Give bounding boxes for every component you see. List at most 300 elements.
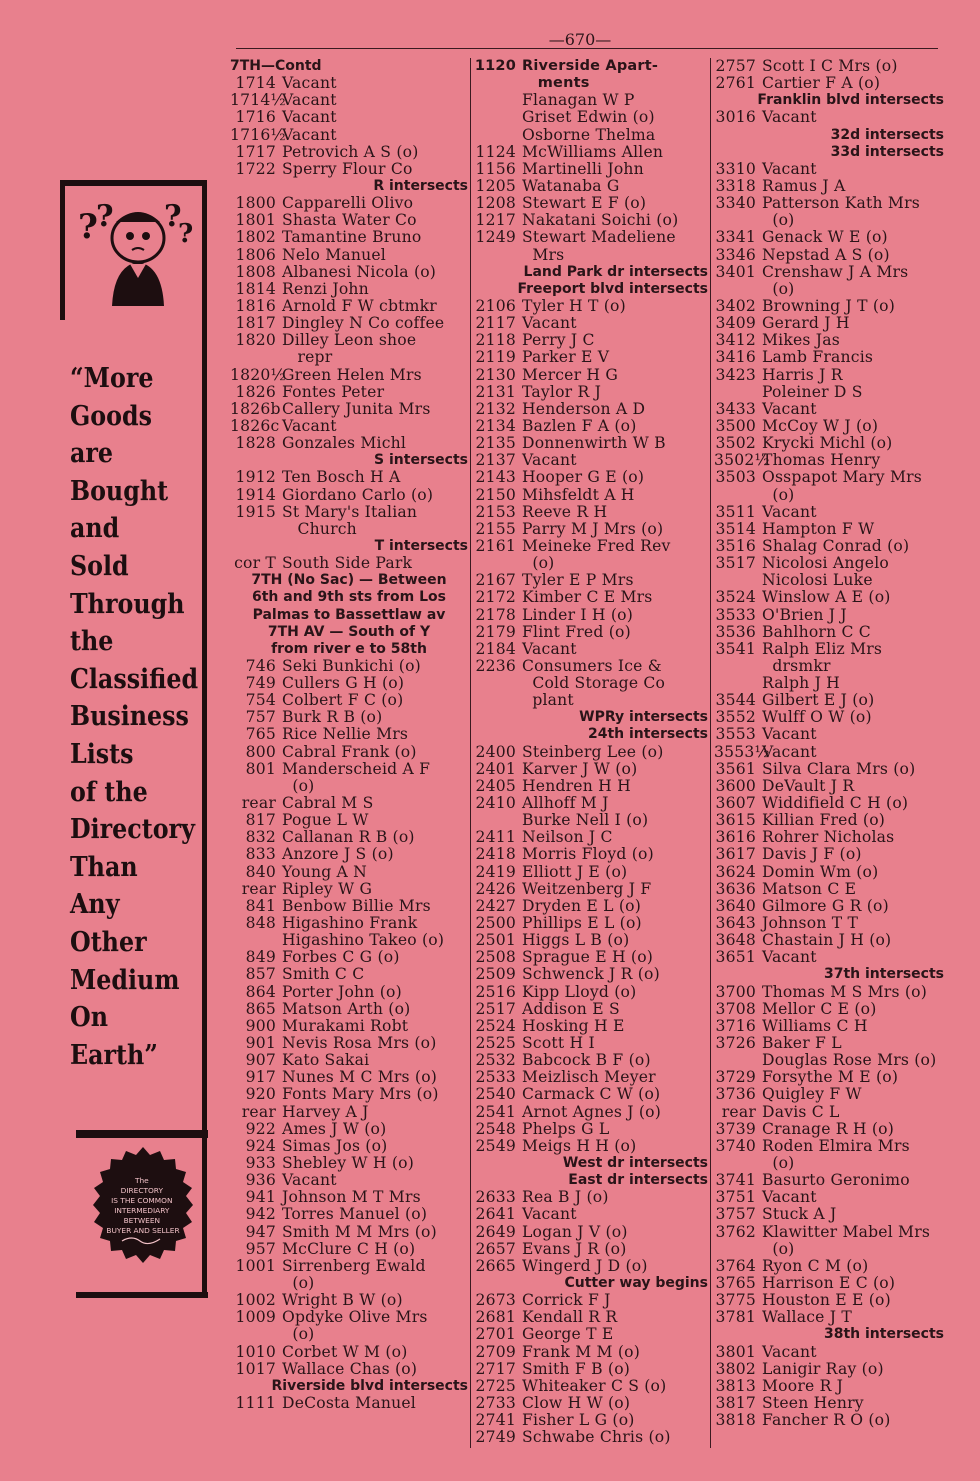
resident-name: Mercer H G: [522, 366, 619, 384]
resident-name: Sirrenberg Ewald: [282, 1257, 426, 1275]
resident-name: Killian Fred (o): [762, 812, 886, 830]
resident-name: Steinberg Lee (o): [522, 743, 664, 761]
resident-name: Lanigir Ray (o): [762, 1360, 884, 1378]
resident-name: Nakatani Soichi (o): [522, 212, 679, 230]
directory-listing-row: [474, 589, 708, 606]
street-number: 833: [245, 845, 276, 864]
resident-name: Flint Fred (o): [522, 623, 631, 641]
directory-listing-row: [714, 692, 944, 709]
street-number: 2155: [475, 519, 516, 538]
directory-listing-row: [230, 521, 468, 538]
directory-listing-row: [474, 521, 708, 538]
directory-listing-row: [474, 161, 708, 178]
svg-text:?: ?: [178, 219, 194, 249]
directory-listing-row: [474, 1104, 708, 1121]
resident-name: Rohrer Nicholas: [762, 829, 895, 847]
resident-name: Hendren H H: [522, 777, 631, 795]
street-number: 3318: [715, 176, 756, 195]
header-rule: [236, 48, 938, 49]
directory-listing-row: [474, 675, 708, 692]
resident-name: Porter John (o): [282, 983, 402, 1001]
directory-listing-row: [714, 1309, 944, 1326]
resident-name: Nelo Manuel: [282, 246, 386, 264]
street-number: 754: [245, 691, 276, 710]
directory-listing-row: [714, 504, 944, 521]
resident-name: Forbes C G (o): [282, 949, 400, 967]
resident-name: Neilson J C: [522, 829, 613, 847]
directory-listing-row: [474, 435, 708, 452]
street-number: 1816: [235, 296, 276, 315]
street-number: 3739: [715, 1119, 756, 1138]
street-number: 3762: [715, 1222, 756, 1241]
resident-name: Scott H I: [522, 1035, 595, 1053]
street-number: [714, 487, 756, 504]
directory-listing-row: [230, 1035, 468, 1052]
street-number: 920: [245, 1085, 276, 1104]
street-number: 1915: [235, 502, 276, 521]
resident-name: Harvey A J: [282, 1103, 369, 1121]
resident-name: Dilley Leon shoe: [282, 332, 417, 350]
street-number: [714, 212, 756, 229]
directory-listing-row: [474, 1344, 708, 1361]
resident-name: Houston E E (o): [762, 1292, 891, 1310]
street-number: 2132: [475, 399, 516, 418]
resident-name: Mikes Jas: [762, 332, 840, 350]
street-number: 3536: [715, 622, 756, 641]
directory-listing-row: [714, 384, 944, 401]
street-number: 3517: [715, 554, 756, 573]
resident-name: Nunes M C Mrs (o): [282, 1069, 438, 1087]
street-number: 1217: [475, 211, 516, 230]
street-intersection-heading: East dr intersects: [568, 1172, 708, 1189]
street-number: 1914: [235, 485, 276, 504]
resident-name: Henderson A D: [522, 400, 646, 418]
resident-name: Thomas Henry: [762, 452, 881, 470]
directory-listing-row: [474, 298, 708, 315]
street-number: 900: [245, 1016, 276, 1035]
street-number: 2540: [475, 1085, 516, 1104]
directory-listing-row: [230, 1155, 468, 1172]
street-number: 2517: [475, 999, 516, 1018]
directory-listing-row: [714, 247, 944, 264]
directory-listing-row: [714, 521, 944, 538]
street-number: 922: [245, 1119, 276, 1138]
resident-name: Smith C C: [282, 966, 365, 984]
directory-listing-row: [714, 932, 944, 949]
directory-listing-row: [714, 846, 944, 863]
directory-listing-row: [230, 726, 468, 743]
directory-listing-row: [714, 1344, 944, 1361]
street-number: 3553: [715, 725, 756, 744]
resident-name: Albanesi Nicola (o): [282, 263, 437, 281]
directory-listing-row: [714, 1224, 944, 1241]
directory-listing-row: [714, 812, 944, 829]
resident-name: Whiteaker C S (o): [522, 1377, 667, 1395]
resident-name: Shasta Water Co: [282, 212, 417, 230]
resident-name: Williams C H: [762, 1017, 868, 1035]
resident-name: Cabral Frank (o): [282, 743, 417, 761]
street-number: 901: [245, 1034, 276, 1053]
resident-name: Nevis Rosa Mrs (o): [282, 1035, 437, 1053]
directory-listing-row: [714, 401, 944, 418]
directory-listing-row: [230, 504, 468, 521]
street-number: 3740: [715, 1136, 756, 1155]
directory-listing-row: [714, 1206, 944, 1223]
resident-name: Lamb Francis: [762, 349, 874, 367]
resident-name: Green Helen Mrs: [282, 366, 422, 384]
resident-name: Mellor C E (o): [762, 1000, 877, 1018]
resident-name: Karver J W (o): [522, 760, 638, 778]
directory-listing-row: [230, 1258, 468, 1275]
directory-listing-row: [230, 761, 468, 778]
directory-listing-row: [474, 1395, 708, 1412]
street-number: 840: [245, 862, 276, 881]
directory-listing-row: [230, 555, 468, 572]
directory-listing-row: [474, 1429, 708, 1446]
street-number: 3516: [715, 536, 756, 555]
street-number: 2709: [475, 1342, 516, 1361]
directory-listing-row: [230, 1344, 468, 1361]
resident-name: Giordano Carlo (o): [282, 486, 434, 504]
street-number: 2184: [475, 639, 516, 658]
street-number: 3544: [715, 691, 756, 710]
directory-listing-row: [474, 349, 708, 366]
directory-listing-row: [714, 1241, 944, 1258]
resident-name: repr: [282, 349, 333, 367]
directory-listing-row: [230, 812, 468, 829]
directory-listing-row: [230, 1275, 468, 1292]
directory-listing-row: [474, 384, 708, 401]
street-intersection-heading: 38th intersects: [823, 1326, 944, 1343]
directory-listing-row: [474, 92, 708, 109]
street-number: 2167: [475, 571, 516, 590]
street-intersection-heading: WPRy intersects: [579, 709, 708, 726]
directory-listing-row: [714, 469, 944, 486]
directory-listing-row: [714, 264, 944, 281]
street-number: 2749: [475, 1428, 516, 1447]
directory-listing-row: [230, 1086, 468, 1103]
street-intersection-heading: S intersects: [374, 452, 468, 469]
street-number: 3541: [715, 639, 756, 658]
directory-listing-row: [474, 332, 708, 349]
directory-listing-row: [230, 144, 468, 161]
directory-listing-row: [230, 1001, 468, 1018]
directory-listing-row: [714, 795, 944, 812]
directory-listing-row: [474, 1292, 708, 1309]
street-number: 2665: [475, 1256, 516, 1275]
directory-listing-row: [230, 1241, 468, 1258]
directory-listing-row: [714, 1292, 944, 1309]
directory-listing-row: [230, 75, 468, 92]
street-number: 1205: [475, 176, 516, 195]
directory-listing-row: [474, 1138, 708, 1155]
street-number: 3781: [715, 1308, 756, 1327]
street-number: 2118: [475, 331, 516, 350]
resident-name: Mihsfeldt A H: [522, 486, 635, 504]
resident-name: Tamantine Bruno: [282, 229, 422, 247]
resident-name: McClure C H (o): [282, 1240, 416, 1258]
street-number: 2649: [475, 1222, 516, 1241]
directory-listing-row: [474, 1309, 708, 1326]
street-number: 1800: [235, 194, 276, 213]
street-number: 2153: [475, 502, 516, 521]
directory-listing-row: [230, 744, 468, 761]
street-number: 1208: [475, 194, 516, 213]
resident-name: Bazlen F A (o): [522, 417, 637, 435]
street-number: 3617: [715, 845, 756, 864]
resident-name: Ralph J H: [762, 675, 840, 693]
resident-name: Silva Clara Mrs (o): [762, 760, 916, 778]
street-number: [474, 555, 516, 572]
street-number: 1802: [235, 228, 276, 247]
resident-name: Rea B J (o): [522, 1189, 609, 1207]
street-number: 2134: [475, 416, 516, 435]
street-number: 3433: [715, 399, 756, 418]
directory-listing-row: [714, 624, 944, 641]
resident-name: Thomas M S Mrs (o): [762, 983, 927, 1001]
directory-listing-row: [474, 658, 708, 675]
street-number: 2236: [475, 656, 516, 675]
resident-name: Torres Manuel (o): [282, 1206, 428, 1224]
directory-listing-row: [714, 1138, 944, 1155]
street-number: 1001: [235, 1256, 276, 1275]
resident-name: Arnot Agnes J (o): [522, 1103, 662, 1121]
directory-listing-row: [474, 1069, 708, 1086]
directory-listing-row: [230, 1121, 468, 1138]
resident-name: Morris Floyd (o): [522, 846, 654, 864]
street-number: [230, 778, 276, 795]
street-number: 1826c: [230, 416, 280, 435]
street-number: 2119: [475, 348, 516, 367]
resident-name: Domin Wm (o): [762, 863, 879, 881]
directory-listing-row: [230, 315, 468, 332]
resident-name: Addison E S: [522, 1000, 620, 1018]
street-number: 3708: [715, 999, 756, 1018]
resident-name: Burk R B (o): [282, 709, 383, 727]
street-number: 942: [245, 1205, 276, 1224]
street-number: 1010: [235, 1342, 276, 1361]
street-number: 3552: [715, 708, 756, 727]
street-intersection-heading: Land Park dr intersects: [523, 263, 708, 280]
street-number: 3503: [715, 468, 756, 487]
street-number: 1912: [235, 468, 276, 487]
directory-listing-row: [230, 709, 468, 726]
street-intersection-heading: 6th and 9th sts from Los: [251, 589, 447, 606]
resident-name: Smith M M Mrs (o): [282, 1223, 437, 1241]
directory-listing-row: [474, 469, 708, 486]
street-number: 848: [245, 914, 276, 933]
resident-name: Flanagan W P: [522, 92, 635, 110]
street-number: 2733: [475, 1393, 516, 1412]
street-number: [230, 349, 276, 366]
directory-listing-row: [714, 658, 944, 675]
street-number: 3524: [715, 588, 756, 607]
street-number: 2427: [475, 896, 516, 915]
street-number: 2701: [475, 1325, 516, 1344]
street-number: 3553½: [714, 742, 770, 761]
street-number: 3500: [715, 416, 756, 435]
resident-name: Gerard J H: [762, 315, 850, 333]
directory-listing-row: [230, 161, 468, 178]
street-number: 3726: [715, 1034, 756, 1053]
directory-listing-row: [474, 881, 708, 898]
resident-name: Fonts Mary Mrs (o): [282, 1086, 439, 1104]
resident-name: Parker E V: [522, 349, 610, 367]
street-number: 2509: [475, 965, 516, 984]
street-number: 1808: [235, 262, 276, 281]
resident-name: Baker F L: [762, 1035, 842, 1053]
directory-listing-row: [714, 829, 944, 846]
street-number: 2178: [475, 605, 516, 624]
directory-listing-row: [230, 966, 468, 983]
directory-listing-row: [714, 641, 944, 658]
resident-name: Cold Storage Co: [522, 675, 666, 693]
street-number: 3401: [715, 262, 756, 281]
directory-listing-row: [474, 607, 708, 624]
column-divider: [470, 58, 471, 1448]
street-number: 3340: [715, 194, 756, 213]
resident-name: Murakami Robt: [282, 1017, 409, 1035]
street-number: 817: [245, 811, 276, 830]
directory-listing-row: [714, 538, 944, 555]
street-number: rear: [241, 794, 276, 813]
street-number: 3813: [715, 1376, 756, 1395]
directory-listing-row: [230, 864, 468, 881]
street-number: 2106: [475, 296, 516, 315]
directory-listing-row: [714, 607, 944, 624]
directory-listing-row: [230, 1069, 468, 1086]
directory-listing-row: [230, 984, 468, 1001]
street-number: 3533: [715, 605, 756, 624]
directory-listing-row: [230, 1172, 468, 1189]
resident-name: Hampton F W: [762, 520, 875, 538]
directory-listing-row: [714, 161, 944, 178]
street-number: 2524: [475, 1016, 516, 1035]
street-number: [230, 1326, 276, 1343]
street-number: 1714½: [230, 91, 286, 110]
street-number: 2641: [475, 1205, 516, 1224]
resident-name: Vacant: [282, 126, 337, 144]
directory-column-2: [474, 58, 708, 1458]
directory-listing-row: [474, 966, 708, 983]
directory-listing-row: [474, 1052, 708, 1069]
resident-name: Moore R J: [762, 1377, 844, 1395]
resident-name: Kipp Lloyd (o): [522, 983, 637, 1001]
resident-name: Babcock B F (o): [522, 1052, 651, 1070]
resident-name: Cranage R H (o): [762, 1120, 894, 1138]
resident-name: Parry M J Mrs (o): [522, 520, 664, 538]
directory-listing-row: [714, 281, 944, 298]
ad-slogan: “More Goods are Bought and Sold Through the Classified Business Lists of the Directory Than Any Other Medium On Earth”: [70, 363, 199, 1071]
street-number: 1722: [235, 159, 276, 178]
street-number: 864: [245, 982, 276, 1001]
directory-listing-row: [714, 915, 944, 932]
resident-name: Vacant: [762, 949, 817, 967]
street-number: 1828: [235, 434, 276, 453]
street-intersection-heading: 33d intersects: [830, 143, 944, 160]
directory-listing-row: [230, 247, 468, 264]
resident-name: (o): [762, 1240, 795, 1258]
street-number: 1814: [235, 279, 276, 298]
resident-name: Callery Junita Mrs: [282, 400, 431, 418]
resident-name: Dryden E L (o): [522, 897, 641, 915]
resident-name: Vacant: [762, 1189, 817, 1207]
resident-name: O'Brien J J: [762, 606, 847, 624]
directory-listing-row: [714, 898, 944, 915]
street-number: 3624: [715, 862, 756, 881]
directory-listing-row: [474, 744, 708, 761]
street-number: 3765: [715, 1273, 756, 1292]
resident-name: Wallace Chas (o): [282, 1360, 418, 1378]
directory-listing-row: [474, 1361, 708, 1378]
resident-name: South Side Park: [282, 555, 413, 573]
street-number: 1002: [235, 1291, 276, 1310]
street-number: 1111: [235, 1393, 276, 1412]
directory-listing-row: [714, 418, 944, 435]
street-number: 924: [245, 1136, 276, 1155]
street-intersection-heading: Cutter way begins: [564, 1274, 708, 1291]
resident-name: Evans J R (o): [522, 1240, 627, 1258]
street-number: 2516: [475, 982, 516, 1001]
resident-name: Arnold F W cbtmkr: [282, 297, 437, 315]
street-number: 1716: [235, 108, 276, 127]
directory-listing-row: [474, 109, 708, 126]
resident-name: Vacant: [522, 315, 577, 333]
resident-name: Simas Jos (o): [282, 1137, 388, 1155]
directory-listing-row: [474, 898, 708, 915]
street-number: [474, 812, 516, 829]
resident-name: Sperry Flour Co: [282, 160, 413, 178]
directory-listing-row: [230, 384, 468, 401]
directory-listing-row: [474, 1001, 708, 1018]
resident-name: Tyler H T (o): [522, 297, 626, 315]
street-number: 3802: [715, 1359, 756, 1378]
street-number: 765: [245, 725, 276, 744]
svg-text:?: ?: [78, 207, 98, 247]
street-number: 857: [245, 965, 276, 984]
resident-name: Vacant: [282, 417, 337, 435]
resident-name: Fontes Peter: [282, 383, 385, 401]
directory-listing-row: [474, 452, 708, 469]
resident-name: Bahlhorn C C: [762, 623, 871, 641]
directory-listing-row: [474, 1412, 708, 1429]
street-number: rear: [241, 1102, 276, 1121]
directory-listing-row: [230, 846, 468, 863]
resident-name: Fisher L G (o): [522, 1412, 635, 1430]
street-number: cor T: [234, 554, 276, 573]
directory-listing-row: [230, 1224, 468, 1241]
directory-listing-row: [474, 984, 708, 1001]
street-number: 3600: [715, 776, 756, 795]
directory-listing-row: [714, 761, 944, 778]
street-number: 3561: [715, 759, 756, 778]
street-number: 2117: [475, 314, 516, 333]
street-intersection-heading: Palmas to Bassettlaw av: [252, 606, 446, 623]
resident-name: Manderscheid A F: [282, 760, 431, 778]
resident-name: Higashino Takeo (o): [282, 932, 445, 950]
resident-name: Scott I C Mrs (o): [762, 58, 898, 75]
directory-listing-row: [230, 349, 468, 366]
resident-name: Matson C E: [762, 880, 857, 898]
street-intersection-heading: West dr intersects: [562, 1155, 708, 1171]
directory-listing-row: [714, 212, 944, 229]
directory-listing-row: [714, 726, 944, 743]
street-number: [714, 658, 756, 675]
street-number: [230, 521, 276, 538]
street-number: [714, 281, 756, 298]
directory-listing-row: [714, 1052, 944, 1069]
directory-listing-row: [230, 127, 468, 144]
